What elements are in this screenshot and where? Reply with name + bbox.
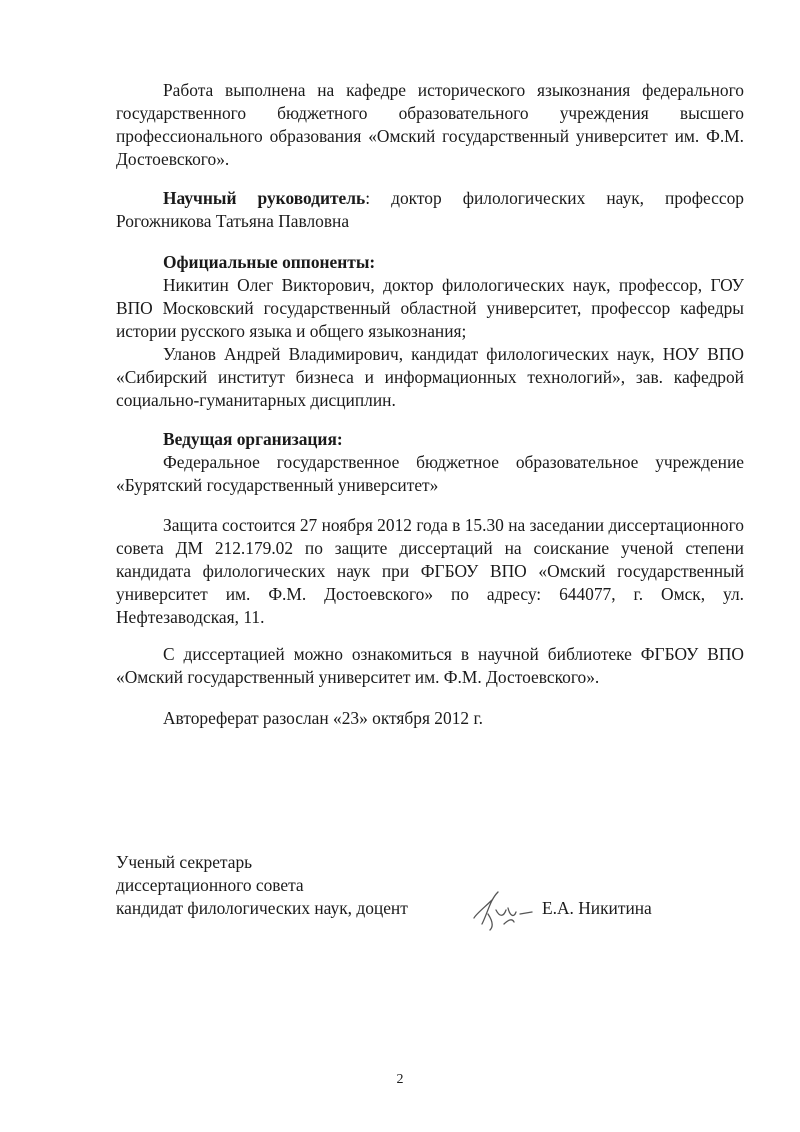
lead-org-text: Федеральное государственное бюджетное образовательное учреждение «Бурятский государственный университет» [116, 452, 744, 495]
supervisor-text: : доктор филологических наук, профессор Рогожникова Татьяна Павловна [116, 188, 744, 231]
opponent-2: Уланов Андрей Владимирович, кандидат филологических наук, НОУ ВПО «Сибирский институт бизнеса и информационных технологий», зав. кафедрой социально-гуманитарных дисциплин. [116, 344, 744, 410]
opponent-1: Никитин Олег Викторович, доктор филологических наук, профессор, ГОУ ВПО Московский государственный областной университет, профессор кафедры истории русского языка и общего языкознания; [116, 275, 744, 341]
work-paragraph: Работа выполнена на кафедре исторического языкознания федерального государственного бюджетного образовательного учреждения высшего профессионального образования «Омский государственный университет им. Ф.М. Достоевского». [116, 80, 744, 169]
supervisor-paragraph [116, 187, 744, 233]
secretary-council: диссертационного совета [116, 875, 304, 895]
secretary-title: Ученый секретарь [116, 852, 253, 872]
opponents-heading: Официальные оппоненты: [163, 252, 376, 272]
secretary-degree: кандидат филологических наук, доцент [116, 898, 408, 918]
sent-date-line: Автореферат разослан «23» октября 2012 г. [163, 708, 483, 728]
page-number: 2 [396, 1072, 404, 1087]
defense-paragraph: Защита состоится 27 ноября 2012 года в 15.30 на заседании диссертационного совета ДМ 212.179.02 по защите диссертаций на соискание ученой степени кандидата филологических наук при ФГБОУ ВПО «Омский государственный университет им. Ф.М. Достоевского» по адресу: 644077, г. Омск, ул. Нефтезаводская, 11. [116, 515, 744, 627]
lead-org-heading: Ведущая организация: [163, 429, 343, 449]
library-paragraph: С диссертацией можно ознакомиться в научной библиотеке ФГБОУ ВПО «Омский государственный университет им. Ф.М. Достоевского». [116, 644, 744, 687]
supervisor-label: Научный руководитель [163, 188, 366, 208]
handwritten-signature [468, 884, 548, 934]
secretary-signature-block [116, 851, 756, 920]
secretary-name: Е.А. Никитина [542, 898, 652, 918]
